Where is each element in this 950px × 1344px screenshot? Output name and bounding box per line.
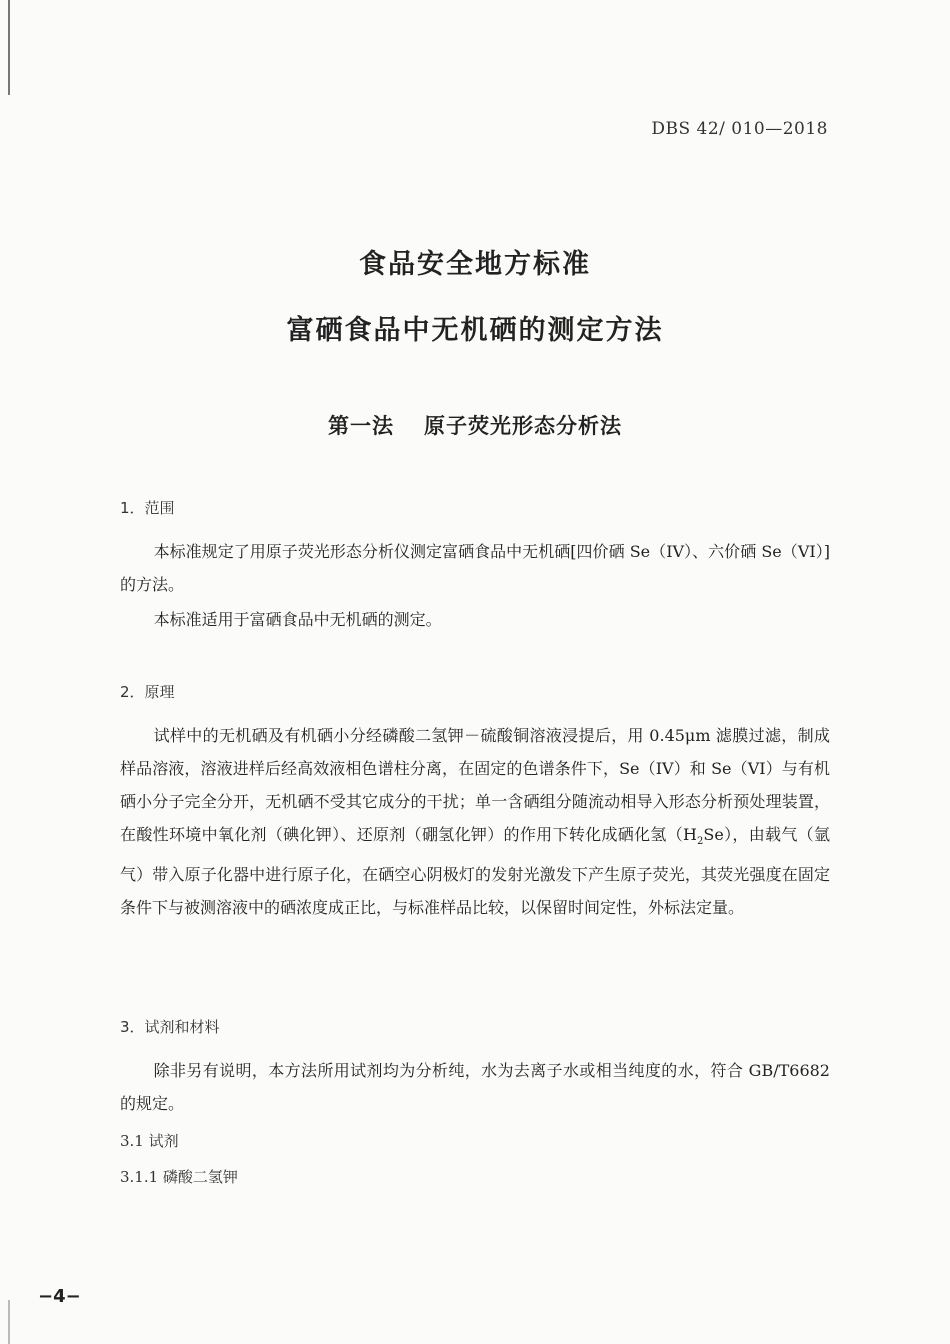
scan-edge-mark-bottom: [8, 1300, 10, 1344]
section-reagents: [120, 1016, 830, 1037]
scope-text: [120, 535, 830, 636]
subsection-3-1-1: [120, 1166, 830, 1187]
principle-text: [120, 719, 830, 924]
scan-edge-mark: [8, 0, 10, 95]
main-title: 食品安全地方标准: [359, 249, 591, 280]
scope-paragraph-2: 本标准适用于富硒食品中无机硒的测定。: [153, 610, 442, 629]
subsection-3-1: [120, 1130, 830, 1151]
principle-text-b: Se），由载气（氩气）带入原子化器中进行原子化，在硒空心阴极灯的发射光激发下产生原子荧光，其荧光强度在固定条件下与被测溶液中的硒浓度成正比，与标准样品比较，以保留时间定性，外标法定量。: [120, 825, 830, 918]
principle-text-a: 试样中的无机硒及有机硒小分经磷酸二氢钾－硫酸铜溶液浸提后，用 0.45μm 滤膜过滤，制成样品溶液，溶液进样后经高效液相色谱柱分离，在固定的色谱条件下，Se（IV）和 Se（VI）与有机硒小分子完全分开，无机硒不受其它成分的干扰；单一含硒组分随流动相导入形态分析预处理装置，在酸性环境中氧化剂（碘化钾）、还原剂（硼氢化钾）的作用下转化成硒化氢（H: [120, 726, 830, 844]
subsection-heading-3-1: 3.1 试剂: [120, 1132, 179, 1150]
reagents-paragraph: 除非另有说明，本方法所用试剂均为分析纯，水为去离子水或相当纯度的水，符合 GB/T6682 的规定。: [120, 1061, 830, 1113]
principle-subscript: 2: [696, 836, 704, 848]
sub-title: 富硒食品中无机硒的测定方法: [286, 315, 664, 346]
section-heading-scope: 1．范围: [120, 499, 175, 517]
document-code: DBS 42/ 010—2018: [651, 119, 828, 139]
subsection-heading-3-1-1: 3.1.1 磷酸二氢钾: [120, 1168, 238, 1186]
method-name: 原子荧光形态分析法: [424, 413, 622, 438]
method-title: [0, 410, 950, 440]
principle-paragraph: [120, 719, 830, 924]
reagents-text: [120, 1054, 830, 1120]
section-principle: [120, 681, 830, 702]
scope-paragraph-1: 本标准规定了用原子荧光形态分析仪测定富硒食品中无机硒[四价硒 Se（IV）、六价硒 Se（VI）]的方法。: [120, 542, 830, 594]
section-heading-reagents: 3．试剂和材料: [120, 1018, 220, 1036]
section-scope: [120, 497, 830, 518]
method-label: 第一法: [328, 413, 394, 438]
section-heading-principle: 2．原理: [120, 683, 175, 701]
page-number: −4−: [38, 1286, 81, 1307]
